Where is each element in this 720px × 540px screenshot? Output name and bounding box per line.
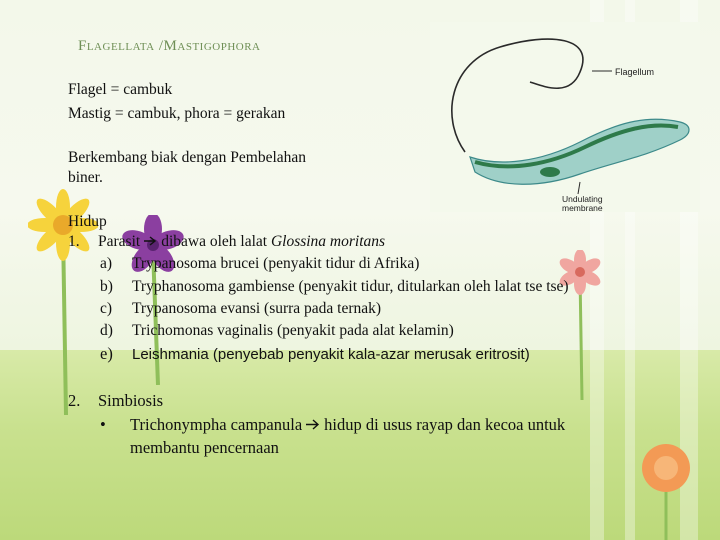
slide-background-bottom — [0, 350, 720, 540]
item-2-bullet-line-2: membantu pencernaan — [130, 438, 279, 457]
item-1-species: Glossina moritans — [270, 233, 386, 250]
item-1 — [68, 232, 385, 251]
item-2-number: 2. — [68, 391, 81, 410]
title-separator: / — [154, 38, 164, 54]
label-undulating: Undulating — [562, 194, 603, 204]
label-flagellum: Flagellum — [615, 67, 655, 77]
trypanosoma-figure — [430, 22, 700, 212]
subitem-c — [100, 299, 381, 318]
orange-flower-decoration — [636, 430, 696, 540]
nucleus — [540, 167, 560, 177]
subitem-a — [100, 254, 419, 273]
arrow-right-icon — [144, 232, 157, 251]
item-1-label: Parasit — [98, 233, 141, 250]
subitem-text: Trichomonas vaginalis (penyakit pada alat kelamin) — [132, 322, 454, 339]
subitem-text: Trypanosoma brucei (penyakit tidur di Afrika) — [132, 255, 420, 272]
subitem-e — [100, 344, 530, 364]
item-1-number: 1. — [68, 233, 80, 250]
title-part-1: Flagellata — [78, 38, 155, 54]
item-2 — [68, 390, 163, 412]
line-mastig: Mastig = cambuk, phora = gerakan — [68, 105, 286, 122]
bullet-icon: • — [100, 415, 106, 434]
subitem-text: Leishmania (penyebab penyakit kala-azar merusak eritrosit) — [132, 346, 530, 363]
title-part-2: Mastigophora — [163, 38, 261, 54]
subitem-text: Tryphanosoma gambiense (penyakit tidur, ditularkan oleh lalat tse tse) — [132, 278, 569, 295]
item-2-bullet — [100, 414, 565, 436]
subitem-d — [100, 321, 454, 340]
label-membrane: membrane — [562, 203, 603, 212]
subitem-letter: e) — [100, 344, 113, 363]
slide-title — [78, 38, 261, 55]
subitem-letter: c) — [100, 300, 113, 317]
subitem-b — [100, 277, 569, 296]
item-2-bullet-part-2: hidup di usus rayap dan kecoa untuk — [324, 415, 566, 434]
item-2-bullet-part-1: Trichonympha campanula — [130, 415, 303, 434]
hidup-heading: Hidup — [68, 213, 107, 230]
line-biak-2: biner. — [68, 169, 103, 186]
line-flagel: Flagel = cambuk — [68, 81, 173, 98]
item-1-rest: dibawa oleh lalat — [161, 233, 271, 250]
subitem-letter: a) — [100, 255, 113, 272]
arrow-right-icon — [306, 414, 320, 436]
subitem-letter: d) — [100, 322, 113, 339]
item-2-label: Simbiosis — [98, 391, 164, 410]
pink-flower-decoration — [555, 250, 605, 400]
subitem-text: Trypanosoma evansi (surra pada ternak) — [132, 300, 382, 317]
line-biak-1: Berkembang biak dengan Pembelahan — [68, 149, 307, 166]
subitem-letter: b) — [100, 278, 113, 295]
